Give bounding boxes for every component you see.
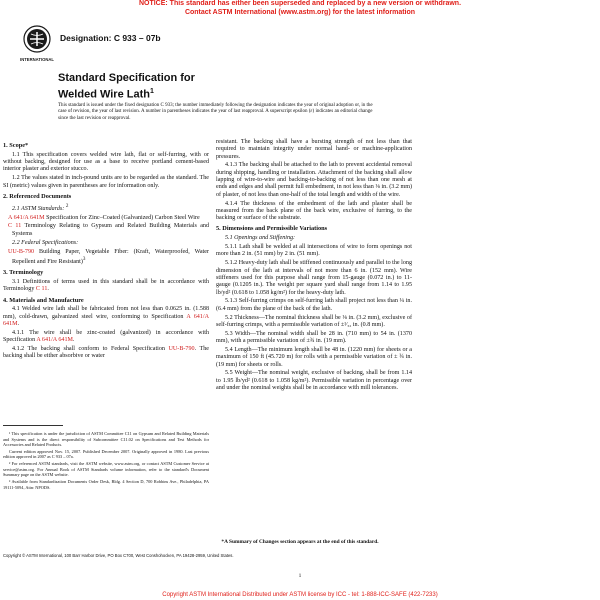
- section-5-1-2: 5.1.2 Heavy-duty lath shall be stiffened continuously and parallel to the long dimension of the lath at intervals of not more than 6 in. (152 mm). Wire stiffeners used for this purpose shall range from 15-gauge (0.072 in.) to 11-gauge (0.1205 in.). The weight per square yard shall range from 1.14 to 1.95 lb/yd² (0.618 to 1.058 kg/m²) for the heavy-duty lath.: [216, 260, 412, 296]
- right-column: [216, 139, 412, 394]
- section-1-heading: 1. Scope*: [3, 142, 29, 149]
- footnote-3: ³ Available from Standardization Documents Order Desk, Bldg. 4 Section D, 700 Robbins Ave., Philadelphia, PA 19111-5094, Attn: NPODS.: [3, 479, 209, 490]
- section-4-1-1: 4.1.1 The wire shall be zinc-coated (galvanized) in accordance with Specification A 641/A 641M.: [3, 329, 209, 344]
- reference-c11: C 11 Terminology Relating to Gypsum and Related Building Materials and Systems: [8, 223, 209, 237]
- ref-a641-inline-link-2[interactable]: A 641/A 641M: [36, 337, 73, 344]
- ref-c11-inline-link[interactable]: C 11: [35, 286, 48, 293]
- notice-line-1: NOTICE: This standard has either been superseded and replaced by a new version or withdrawn.: [138, 0, 462, 7]
- ref-uub790-inline-link[interactable]: UU-B-790: [168, 346, 195, 353]
- footnote-divider: [3, 425, 63, 426]
- section-5-1: 5.1 Openings and Stiffening:: [225, 235, 296, 242]
- footnote-1: ¹ This specification is under the jurisdiction of ASTM Committee C11 on Gypsum and Related Building Materials and Systems and is the direct responsibility of Subcommittee C11.02 on Specifications and Test Methods for Accessories and Related Products.: [3, 431, 209, 447]
- copyright-address: Copyright © ASTM International, 100 Barr Harbor Drive, PO Box C700, West Conshohocken, PA 19428-2959, United States.: [3, 553, 234, 558]
- notice-line-2: Contact ASTM International (www.astm.org) for the latest information: [184, 8, 416, 16]
- ref-a641-link[interactable]: A 641/A 641M: [8, 214, 45, 221]
- title-line-2: Welded Wire Lath$^1$: [58, 88, 154, 101]
- logo-text: INTERNATIONAL: [20, 57, 54, 62]
- section-4-1-4: 4.1.4 The thickness of the embedment of the lath and plaster shall be measured from the back plane of the back wire, exclusive of furring, to the backing or surface of the substrate.: [216, 200, 412, 222]
- footnote-1b: Current edition approved Nov. 15, 2007. Published December 2007. Originally approved in 1980. Last previous edition approved in 2007 as C 933 – 07a.: [3, 448, 209, 460]
- section-4-1-3: 4.1.3 The backing shall be attached to the lath to prevent accidental removal during shipping, handling or installation. Attachment of the backing shall allow lapping of wire-to-wire and backing-to-backing of not less than one mesh at ends and edges and shall permit full embedment, in not less than ⅛ in. (3.2 mm) of plaster, of not less than one-half of the total length and width of the wire.: [216, 162, 412, 198]
- ref-uub790-link[interactable]: UU-B-790: [8, 248, 35, 255]
- section-5-2: 5.2 Thickness—The nominal thickness shall be ⅛ in. (3.2 mm), exclusive of self-furring crimps, with a permissible variation of ±¹⁄₃₂ in. (0.8 mm).: [216, 314, 412, 328]
- designation: Designation: C 933 – 07b: [60, 33, 161, 43]
- ref-a641-inline-link[interactable]: A 641/A 641M: [3, 313, 209, 327]
- section-1-2: 1.2 The values stated in inch-pound units are to be regarded as the standard. The SI (metric) values given in parentheses are for information only.: [3, 175, 209, 189]
- section-3-heading: 3. Terminology: [3, 269, 44, 277]
- section-4-heading: 4. Materials and Manufacture: [3, 296, 84, 304]
- page-number: 1: [298, 573, 302, 579]
- title-line-1: Standard Specification for: [58, 72, 195, 84]
- left-column: [3, 139, 209, 362]
- footnote-2: ² For referenced ASTM standards, visit the ASTM website, www.astm.org, or contact ASTM Customer Service at service@astm.org. For Annual Book of ASTM Standards volume information, refer to the standard's Document Summary page on the ASTM website.: [3, 461, 209, 478]
- section-2-1: 2.1 ASTM Standards: $^2$: [12, 202, 69, 212]
- section-5-4: 5.4 Length—The minimum length shall be 48 in. (1220 mm) for sheets or a maximum of 150 ft (45.720 m) for rolls with a permissible variation of ± ¾ in. (19 mm) for sheets or rolls.: [216, 346, 412, 368]
- section-5-1-1: 5.1.1 Lath shall be welded at all intersections of wire to form openings not more than 2 in. (51 mm) by 2 in. (51 mm).: [216, 244, 412, 258]
- section-5-5: 5.5 Weight—The nominal weight, exclusive of backing, shall be from 1.14 to 1.95 lb/yd² (0.618 to 1.058 kg/m²). Permissible variation in percentage over and under the nominal weights shall be in accordance with mill tolerances.: [216, 370, 412, 392]
- summary-note: *A Summary of Changes section appears at the end of this standard.: [221, 539, 379, 545]
- section-5-3: 5.3 Width—The nominal width shall be 28 in. (710 mm) to 54 in. (1370 mm), with a permissible variation of ±¾ in. (19 mm).: [216, 330, 412, 345]
- section-5-heading: 5. Dimensions and Permissible Variations: [216, 225, 328, 233]
- section-4-1: 4.1 Welded wire lath shall be fabricated from not less than 0.0625 in. (1.588 mm), cold-drawn, galvanized steel wire, conforming to Specification A 641/A 641M.: [3, 306, 209, 327]
- section-1-1: 1.1 This specification covers welded wire lath, flat or self-furring, with or without backing, designed for use as a base to receive portland cement-based interior plaster and exterior stucco.: [3, 151, 209, 173]
- reference-a641: A 641/A 641M Specification for Zinc–Coated (Galvanized) Carbon Steel Wire: [8, 214, 200, 221]
- withdrawn-notice: [0, 0, 600, 17]
- footnotes: [3, 431, 209, 492]
- intro-paragraph: This standard is issued under the fixed designation C 933; the number immediately following the designation indicates the year of original adoption or, in the case of revision, the year of last revision. A number in parentheses indicates the year of last reapproval. A superscript epsilon (ε) indicates an editorial change since the last revision or reapproval.: [58, 103, 373, 121]
- reference-uub790: UU-B-790 Building Paper, Vegetable Fiber: (Kraft, Waterproofed, Water Repellent and Fire Resistant)$^3$: [8, 248, 209, 265]
- section-4-1-2: 4.1.2 The backing shall conform to Federal Specification UU-B-790. The backing shall be either absorbive or water: [3, 346, 209, 360]
- license-footer: Copyright ASTM International Distributed under ASTM license by ICC - tel: 1-888-ICC-SAFE (422-7233): [162, 592, 438, 598]
- section-2-2: 2.2 Federal Specifications:: [12, 239, 79, 246]
- page-title: [58, 72, 195, 102]
- ref-c11-link[interactable]: C 11: [8, 223, 22, 230]
- section-3-1: 3.1 Definitions of terms used in this standard shall be in accordance with Terminology C 11.: [3, 278, 209, 293]
- section-4-1-2-cont: resistant. The backing shall have a bursting strength of not less than that required to maintain integrity under normal hand- or machine-application pressures.: [216, 139, 412, 160]
- section-2-heading: 2. Referenced Documents: [3, 192, 72, 200]
- astm-logo-icon: [20, 24, 54, 64]
- section-5-1-3: 5.1.3 Self-furring crimps on self-furring lath shall project not less than ¼ in. (6.4 mm) from the plane of the back of the lath.: [216, 298, 412, 312]
